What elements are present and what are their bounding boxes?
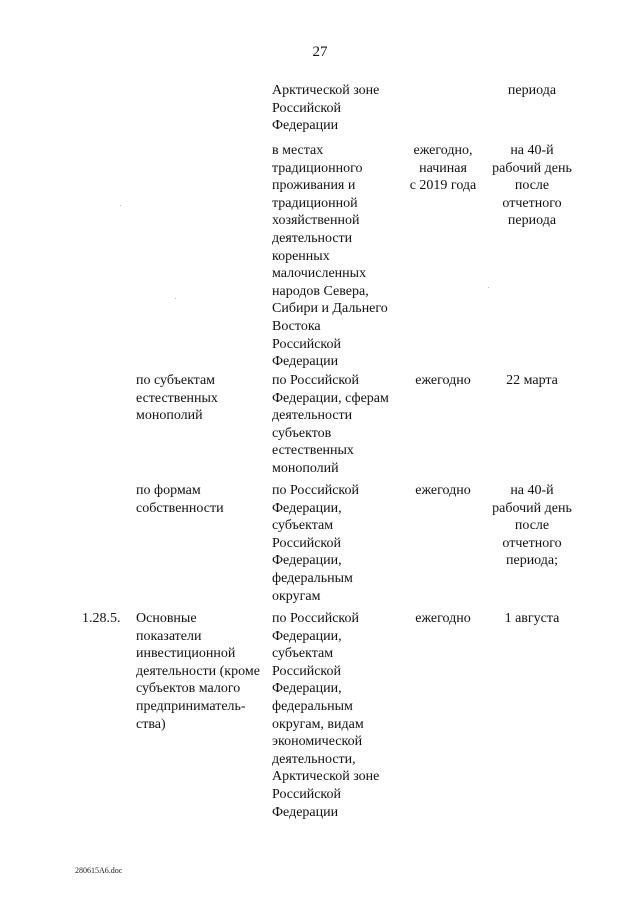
- cell-line: отчетного: [502, 535, 562, 551]
- cell-line: на 40-й: [510, 483, 554, 498]
- periodicity-cell: [402, 372, 484, 390]
- scan-speck: [175, 298, 176, 299]
- cell-line: монополий: [272, 460, 339, 476]
- cell-line: народов Севера,: [272, 283, 369, 299]
- cell-line: периода: [507, 83, 557, 98]
- cell-line: Федерации,: [272, 500, 342, 516]
- cell-line: предприниматель-: [136, 698, 246, 714]
- cell-line: традиционной: [272, 195, 358, 211]
- breakdown-cell: [272, 142, 407, 371]
- cell-line: рабочий день: [492, 160, 572, 176]
- cell-line: периода;: [505, 553, 559, 569]
- cell-line: Сибири и Дальнего: [272, 301, 388, 317]
- cell-line: с 2019 года: [409, 178, 477, 194]
- periodicity-cell: [402, 142, 484, 195]
- cell-line: 1 августа: [504, 611, 560, 626]
- cell-line: деятельности: [272, 408, 353, 424]
- cell-line: Основные: [136, 611, 197, 626]
- cell-line: деятельности,: [272, 751, 356, 767]
- cell-line: проживания и: [272, 178, 356, 194]
- deadline-cell: [484, 482, 580, 570]
- cell-line: Федерации,: [272, 628, 342, 644]
- deadline-cell: [484, 372, 580, 390]
- cell-line: Востока: [272, 318, 321, 334]
- item-number-cell: [82, 610, 137, 628]
- cell-line: ежегодно: [415, 611, 471, 626]
- cell-line: традиционного: [272, 160, 363, 176]
- cell-line: Федерации,: [272, 681, 342, 697]
- cell-line: деятельности: [272, 230, 353, 246]
- cell-line: ства): [136, 716, 166, 732]
- cell-line: округам: [272, 588, 321, 604]
- cell-line: ежегодно: [415, 373, 471, 388]
- cell-line: Российской: [272, 535, 341, 551]
- cell-line: Российской: [272, 663, 341, 679]
- cell-line: инвестиционной: [136, 646, 236, 662]
- cell-line: федеральным: [272, 698, 353, 714]
- breakdown-cell: [272, 610, 407, 821]
- cell-line: начиная: [419, 160, 467, 176]
- cell-line: после: [514, 178, 550, 194]
- cell-line: Федерации: [272, 354, 339, 370]
- cell-line: по Российской: [272, 611, 359, 626]
- periodicity-cell: [402, 482, 484, 500]
- cell-line: в местах: [272, 143, 324, 158]
- cell-line: субъектам: [272, 518, 334, 534]
- periodicity-cell: [402, 610, 484, 628]
- cell-line: Арктической зоне: [272, 83, 380, 98]
- breakdown-cell: [272, 482, 407, 605]
- cell-line: периода: [507, 213, 557, 229]
- cell-line: рабочий день: [492, 500, 572, 516]
- cell-line: Российской: [272, 336, 341, 352]
- cell-line: ежегодно,: [413, 143, 473, 158]
- cell-line: по формам: [136, 483, 201, 498]
- cell-line: 22 марта: [506, 373, 558, 388]
- indicator-name-cell: [136, 610, 271, 733]
- cell-line: показатели: [136, 628, 202, 644]
- cell-line: по Российской: [272, 483, 359, 498]
- cell-line: естественных: [272, 443, 354, 459]
- cell-line: по Российской: [272, 373, 359, 388]
- deadline-cell: [484, 82, 580, 100]
- cell-line: субъектов малого: [136, 681, 241, 697]
- cell-line: на 40-й: [510, 143, 554, 158]
- cell-line: отчетного: [502, 195, 562, 211]
- cell-line: федеральным: [272, 570, 353, 586]
- cell-line: Федерации: [272, 804, 339, 820]
- cell-line: 1.28.5.: [82, 611, 121, 626]
- breakdown-cell: [272, 82, 407, 135]
- cell-line: Федерации,: [272, 553, 342, 569]
- deadline-cell: [484, 142, 580, 230]
- cell-line: деятельности (кроме: [136, 663, 260, 679]
- cell-line: Федерации: [272, 118, 339, 134]
- document-footer: 280615A6.doc: [75, 866, 123, 875]
- cell-line: Российской: [272, 786, 341, 802]
- cell-line: хозяйственной: [272, 213, 360, 229]
- cell-line: экономической: [272, 734, 363, 750]
- cell-line: Федерации, сферам: [272, 390, 389, 406]
- scan-speck: [120, 205, 121, 206]
- cell-line: по субъектам: [136, 373, 216, 388]
- cell-line: после: [514, 518, 550, 534]
- cell-line: малочисленных: [272, 266, 367, 282]
- page-number: 27: [312, 44, 328, 60]
- indicator-name-cell: [136, 482, 271, 517]
- cell-line: субъектов: [272, 425, 332, 441]
- scan-speck: [488, 287, 489, 288]
- cell-line: округам, видам: [272, 716, 364, 732]
- cell-line: монополий: [136, 408, 203, 424]
- cell-line: субъектам: [272, 646, 334, 662]
- cell-line: коренных: [272, 248, 330, 264]
- cell-line: Российской: [272, 100, 341, 116]
- cell-line: ежегодно: [415, 483, 471, 498]
- indicator-name-cell: [136, 372, 271, 425]
- cell-line: Арктической зоне: [272, 769, 380, 785]
- breakdown-cell: [272, 372, 407, 478]
- cell-line: собственности: [136, 500, 224, 516]
- cell-line: естественных: [136, 390, 218, 406]
- deadline-cell: [484, 610, 580, 628]
